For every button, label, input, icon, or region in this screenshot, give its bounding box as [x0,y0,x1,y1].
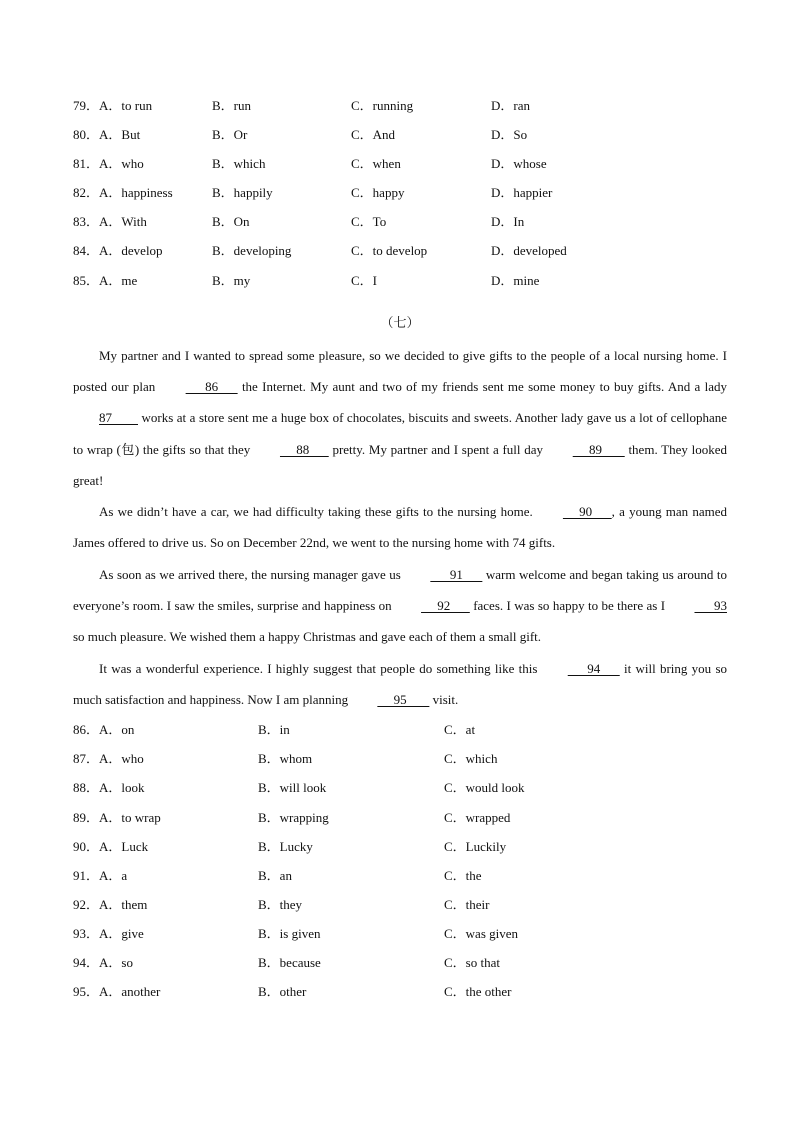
question-82 [73,178,727,207]
options-79-85 [73,0,727,295]
blank-92: 92 [421,598,470,614]
blank-90: 90 [562,504,612,520]
blank-86: 86 [185,378,238,394]
option-a: A．With [99,214,147,230]
question-number: 85． [73,272,100,288]
blank-93: 93 [694,598,727,614]
option-a: A．develop [99,243,163,259]
option-c: C．running [351,98,414,113]
option-b: B．in [258,722,290,738]
question-92 [73,890,727,919]
option-a: A．who [99,751,144,767]
question-91 [73,861,727,890]
question-95 [73,977,727,1006]
question-number: 94． [73,954,100,970]
question-number: 88． [73,780,100,796]
blank-91: 91 [430,566,483,582]
question-number: 84． [73,243,100,259]
question-90 [73,832,727,861]
option-c: C．To [351,214,387,230]
section-title: （七） [380,314,420,330]
blank-88: 88 [279,441,329,457]
option-b: B．happily [212,185,273,201]
blank-94: 94 [567,660,620,676]
option-c: C．the other [444,984,512,1000]
option-a: A．Luck [99,838,149,854]
question-88 [73,773,727,802]
option-a: A．me [99,272,138,288]
option-b: B．wrapping [258,809,329,825]
question-number: 79． [73,98,100,113]
option-d: D．ran [491,98,530,113]
option-d: D．happier [491,185,553,201]
option-c: C．wrapped [444,809,511,825]
passage-text: it will bring you so much satisfaction and happiness. Now I am planning [73,660,727,707]
question-83 [73,207,727,236]
option-a: A．to run [99,98,153,113]
passage-text: the Internet. My aunt and two of my friends sent me some money to buy gifts. And a lady [237,378,727,394]
question-number: 92． [73,896,100,912]
option-c: C．Luckily [444,838,507,854]
passage-text: As soon as we arrived there, the nursing manager gave us [99,566,405,582]
option-b: B．On [212,214,250,230]
option-b: B．Or [212,127,248,143]
option-d: D．mine [491,272,540,288]
question-number: 82． [73,185,100,201]
option-b: B．will look [258,780,327,796]
option-a: A．But [99,127,141,143]
passage-paragraph-3 [73,559,727,653]
option-c: C．the [444,867,482,883]
question-81 [73,149,727,178]
option-c: C．which [444,751,498,767]
question-number: 83． [73,214,100,230]
question-94 [73,948,727,977]
option-c: C．I [351,272,378,288]
question-85 [73,266,727,295]
question-86 [73,715,727,744]
option-b: B．whom [258,751,313,767]
question-89 [73,803,727,832]
question-number: 89． [73,809,100,825]
passage-text: As we didn’t have a car, we had difficulty taking these gifts to the nursing home. [99,504,537,520]
option-c: C．when [351,156,401,172]
option-b: B．an [258,867,292,883]
passage-text: so much pleasure. We wished them a happy Christmas and gave each of them a small gift. [73,629,542,645]
option-c: C．at [444,722,476,738]
option-c: C．their [444,896,490,912]
option-d: D．So [491,127,528,143]
option-a: A．give [99,925,144,941]
options-86-95 [73,715,727,1006]
option-a: A．them [99,896,148,912]
question-number: 87． [73,751,100,767]
option-b: B．because [258,954,321,970]
passage-text: , a young man named James offered to drive us. So on December 22nd, we went to the nursing home with 74 gifts. [73,504,727,551]
question-79 [73,91,727,120]
question-number: 80． [73,127,100,143]
option-a: A．so [99,954,133,970]
option-b: B．run [212,98,252,113]
option-c: C．And [351,127,396,143]
blank-89: 89 [572,441,625,457]
option-a: A．look [99,780,145,796]
passage-text: visit. [429,691,459,707]
passage-text: My partner and I wanted to spread some pleasure, so we decided to give gifts to the people of a local nursing home. I posted our plan [73,347,727,394]
passage-text: them. They looked great! [73,441,728,488]
option-c: C．was given [444,925,519,941]
option-c: C．to develop [351,243,428,259]
option-a: A．who [99,156,144,172]
option-b: B．they [258,896,303,912]
question-number: 90． [73,838,100,854]
question-number: 81． [73,156,100,172]
question-87 [73,744,727,773]
option-d: D．In [491,214,525,230]
passage-text: pretty. My partner and I spent a full day [328,441,547,457]
question-number: 93． [73,925,100,941]
option-a: A．happiness [99,185,173,201]
blank-95: 95 [377,691,430,707]
question-number: 91． [73,867,100,883]
option-b: B．my [212,272,251,288]
option-c: C．would look [444,780,525,796]
passage-text: It was a wonderful experience. I highly suggest that people do something like this [99,660,542,676]
passage-paragraph-4 [73,653,727,716]
question-84 [73,236,727,265]
option-d: D．whose [491,156,547,172]
option-d: D．developed [491,243,567,259]
option-c: C．so that [444,954,500,970]
option-b: B．is given [258,925,321,941]
question-80 [73,120,727,149]
option-b: B．Lucky [258,838,313,854]
question-number: 86． [73,722,100,738]
passage-text: warm welcome and began taking us around to everyone’s room. I saw the smiles, surprise and happiness on [73,566,727,614]
question-number: 95． [73,984,100,1000]
option-b: B．other [258,984,307,1000]
option-b: B．developing [212,243,292,259]
option-b: B．which [212,156,266,172]
option-c: C．happy [351,185,405,201]
passage-paragraph-1 [73,340,727,496]
option-a: A．on [99,722,135,738]
passage-text: faces. I was so happy to be there as I [469,598,669,614]
passage-paragraph-2 [73,496,727,559]
question-93 [73,919,727,948]
blank-87: 87 [99,410,138,426]
option-a: A．a [99,867,128,883]
option-a: A．another [99,984,161,1000]
option-a: A．to wrap [99,809,161,825]
passage-text: works at a store sent me a huge box of chocolates, biscuits and sweets. Another lady gave us a lot of cellophane to wrap (包) the gifts so that they [73,410,727,457]
